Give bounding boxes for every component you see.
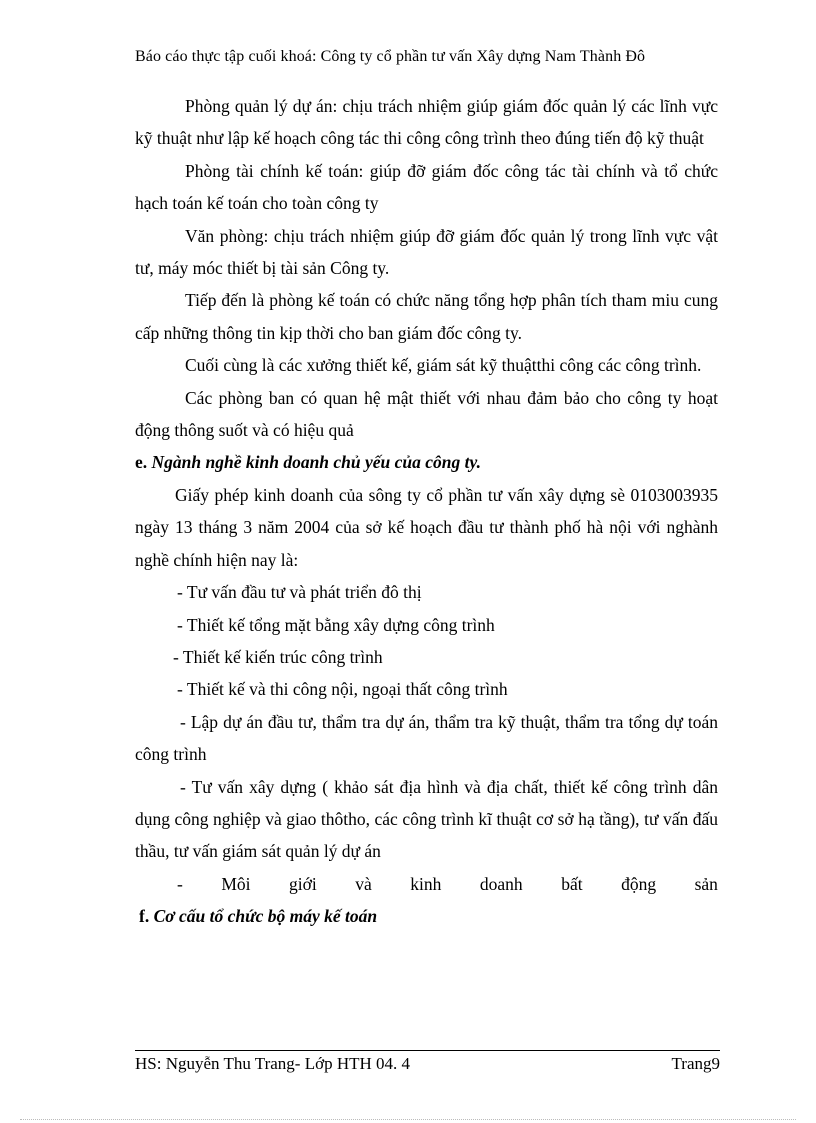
footer-divider	[135, 1050, 720, 1051]
section-f-heading	[135, 900, 718, 932]
word: Môi	[221, 873, 251, 894]
paragraph-office: Văn phòng: chịu trách nhiệm giúp đỡ giám đốc quản lý trong lĩnh vực vật tư, máy móc thiết bị tài sản Công ty.	[135, 225, 718, 279]
running-header: Báo cáo thực tập cuối khoá: Công ty cổ phần tư vấn Xây dựng Nam Thành Đô	[135, 48, 646, 65]
section-e-intro: Giấy phép kinh doanh của sông ty cổ phần tư vấn xây dựng sè 0103003935 ngày 13 tháng 3 năm 2004 của sở kế hoạch đầu tư thành phố hà nội với nghành nghề chính hiện nay là:	[135, 484, 718, 570]
word: sản	[694, 873, 718, 894]
section-f-title: Cơ cấu tổ chức bộ máy kế toán	[153, 906, 378, 927]
word: kinh	[410, 873, 442, 894]
business-item: - Tư vấn xây dựng ( khảo sát địa hình và địa chất, thiết kế công trình dân dụng công nghiệp và giao thôtho, các công trình kĩ thuật cơ sở hạ tầng), tư vấn đấu thầu, tư vấn giám sát quản lý dự án	[135, 776, 718, 862]
word: và	[355, 873, 372, 894]
word: -	[177, 873, 183, 894]
business-item: - Thiết kế tổng mặt bằng xây dựng công trình	[177, 614, 495, 635]
paragraph-accounting-dept: Tiếp đến là phòng kế toán có chức năng tổng hợp phân tích tham miu cung cấp những thông tin kịp thời cho ban giám đốc công ty.	[135, 290, 718, 343]
footer-page-number: Trang9	[671, 1054, 720, 1073]
business-item-spread	[135, 868, 718, 900]
word: động	[621, 873, 657, 894]
paragraph-workshops: Cuối cùng là các xưởng thiết kế, giám sát kỹ thuậtthi công các công trình.	[185, 355, 702, 376]
page-footer	[135, 1054, 720, 1074]
section-e-title: Ngành nghề kinh doanh chủ yếu của công ty.	[151, 452, 482, 473]
document-body	[135, 90, 718, 933]
section-e-heading	[135, 446, 718, 478]
word: giới	[289, 873, 317, 894]
paragraph-departments-relation: Các phòng ban có quan hệ mật thiết với nhau đảm bảo cho công ty hoạt động thông suốt và có hiệu quả	[135, 387, 718, 441]
business-item: - Thiết kế kiến trúc công trình	[173, 646, 383, 667]
word: bất	[561, 873, 583, 894]
business-item: - Tư vấn đầu tư và phát triển đô thị	[177, 582, 422, 603]
section-e-label: e.	[135, 452, 148, 473]
paragraph-project-management: Phòng quản lý dự án: chịu trách nhiệm giúp giám đốc quản lý các lĩnh vực kỹ thuật như lập kế hoạch công tác thi công công trình theo đúng tiến độ kỹ thuật	[135, 96, 718, 149]
word: doanh	[479, 873, 523, 894]
section-f-label: f.	[139, 906, 150, 927]
business-item: - Lập dự án đầu tư, thẩm tra dự án, thẩm tra kỹ thuật, thẩm tra tổng dự toán công trình	[135, 711, 718, 765]
paragraph-finance-accounting: Phòng tài chính kế toán: giúp đỡ giám đốc công tác tài chính và tổ chức hạch toán kế toán cho toàn công ty	[135, 160, 718, 214]
page-edge-divider	[20, 1119, 796, 1120]
business-item: - Thiết kế và thi công nội, ngoại thất công trình	[177, 679, 508, 700]
footer-author: HS: Nguyễn Thu Trang- Lớp HTH 04. 4	[135, 1054, 411, 1073]
